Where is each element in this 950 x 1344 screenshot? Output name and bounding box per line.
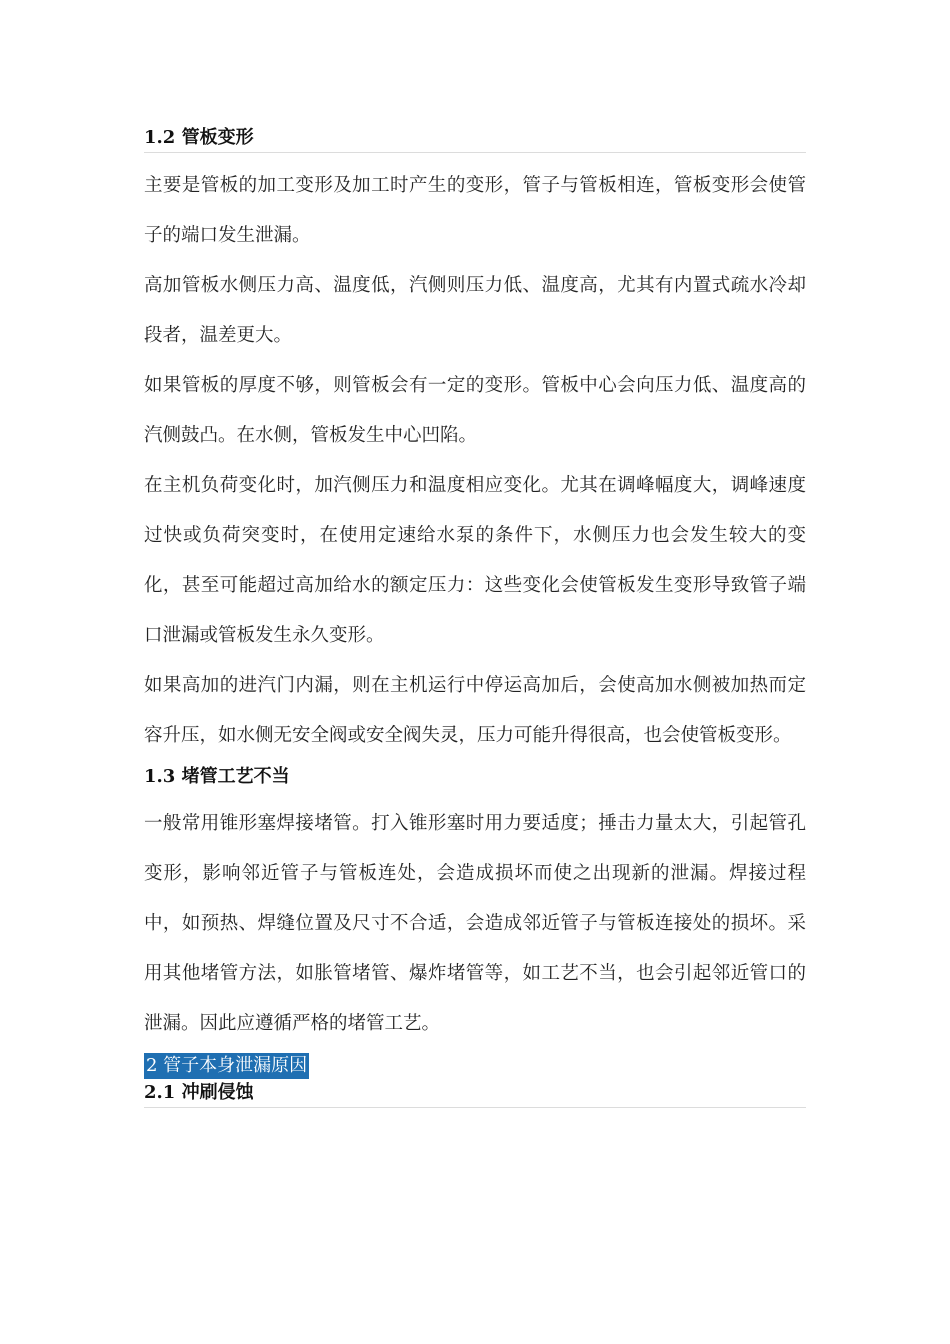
paragraph-1-2-a: 主要是管板的加工变形及加工时产生的变形，管子与管板相连，管板变形会使管子的端口发生泄漏。: [144, 175, 806, 246]
section-heading-1-2: 1.2 管板变形: [144, 124, 806, 153]
section-heading-1-3: 1.3 堵管工艺不当: [144, 766, 290, 787]
paragraph-1-2-b: 高加管板水侧压力高、温度低，汽侧则压力低、温度高，尤其有内置式疏水冷却段者，温差更大。: [144, 275, 806, 346]
document-body: [144, 124, 806, 1108]
paragraph-1-2-c: 如果管板的厚度不够，则管板会有一定的变形。管板中心会向压力低、温度高的汽侧鼓凸。在水侧，管板发生中心凹陷。: [144, 375, 806, 446]
section-heading-2-highlighted[interactable]: 2 管子本身泄漏原因: [144, 1053, 309, 1079]
paragraph-1-2-d: 在主机负荷变化时，加汽侧压力和温度相应变化。尤其在调峰幅度大，调峰速度过快或负荷突变时，在使用定速给水泵的条件下，水侧压力也会发生较大的变化，甚至可能超过高加给水的额定压力：这些变化会使管板发生变形导致管子端口泄漏或管板发生永久变形。: [144, 475, 806, 646]
highlighted-heading-row: [144, 1053, 806, 1079]
paragraph-1-2-e: 如果高加的进汽门内漏，则在主机运行中停运高加后，会使高加水侧被加热而定容升压，如水侧无安全阀或安全阀失灵，压力可能升得很高，也会使管板变形。: [144, 675, 806, 746]
section-heading-2-1: 2.1 冲刷侵蚀: [144, 1079, 806, 1108]
paragraph-1-3-a: 一般常用锥形塞焊接堵管。打入锥形塞时用力要适度；捶击力量太大，引起管孔变形，影响邻近管子与管板连处，会造成损坏而使之出现新的泄漏。焊接过程中，如预热、焊缝位置及尺寸不合适，会造成邻近管子与管板连接处的损坏。采用其他堵管方法，如胀管堵管、爆炸堵管等，如工艺不当，也会引起邻近管口的泄漏。因此应遵循严格的堵管工艺。: [144, 813, 806, 1034]
